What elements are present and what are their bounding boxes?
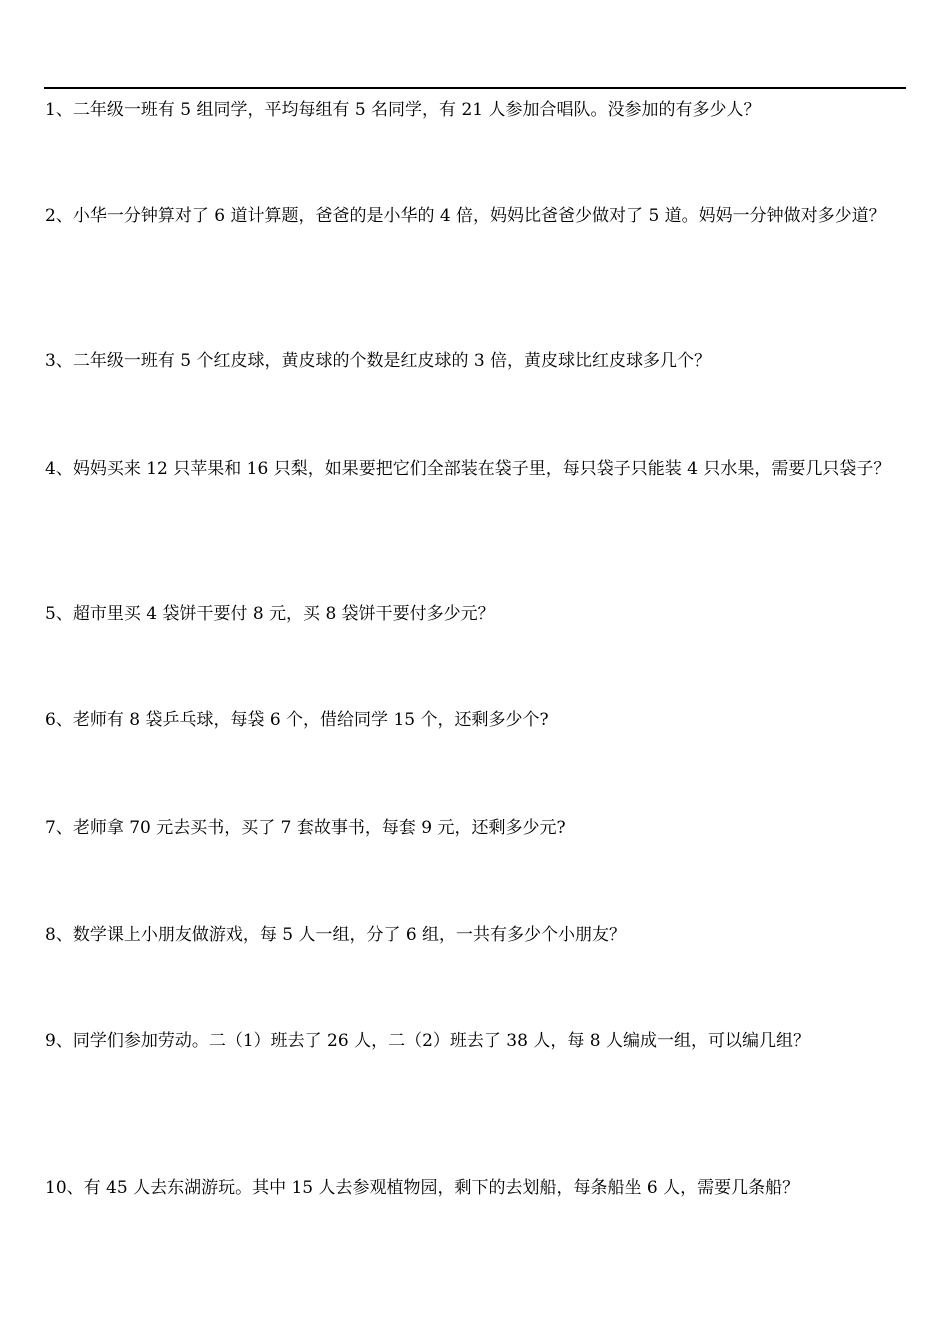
question-2: 2、小华一分钟算对了 6 道计算题，爸爸的是小华的 4 倍，妈妈比爸爸少做对了 5 道。妈妈一分钟做对多少道？ xyxy=(45,206,886,226)
question-9: 9、同学们参加劳动。二（1）班去了 26 人，二（2）班去了 38 人，每 8 人编成一组，可以编几组？ xyxy=(45,1031,810,1051)
question-5: 5、超市里买 4 袋饼干要付 8 元，买 8 袋饼干要付多少元？ xyxy=(45,604,495,624)
question-1: 1、二年级一班有 5 组同学，平均每组有 5 名同学，有 21 人参加合唱队。没参加的有多少人？ xyxy=(45,100,761,120)
question-6: 6、老师有 8 袋乒乓球，每袋 6 个，借给同学 15 个，还剩多少个? xyxy=(45,710,549,730)
question-8: 8、数学课上小朋友做游戏，每 5 人一组，分了 6 组，一共有多少个小朋友？ xyxy=(45,925,627,945)
question-7: 7、老师拿 70 元去买书，买了 7 套故事书，每套 9 元，还剩多少元? xyxy=(45,818,566,838)
question-10: 10、有 45 人去东湖游玩。其中 15 人去参观植物园，剩下的去划船，每条船坐 6 人，需要几条船？ xyxy=(45,1178,800,1198)
question-4: 4、妈妈买来 12 只苹果和 16 只梨，如果要把它们全部装在袋子里，每只袋子只能装 4 只水果，需要几只袋子？ xyxy=(45,459,891,479)
header-rule xyxy=(44,87,906,89)
question-3: 3、二年级一班有 5 个红皮球，黄皮球的个数是红皮球的 3 倍，黄皮球比红皮球多几个？ xyxy=(45,351,712,371)
